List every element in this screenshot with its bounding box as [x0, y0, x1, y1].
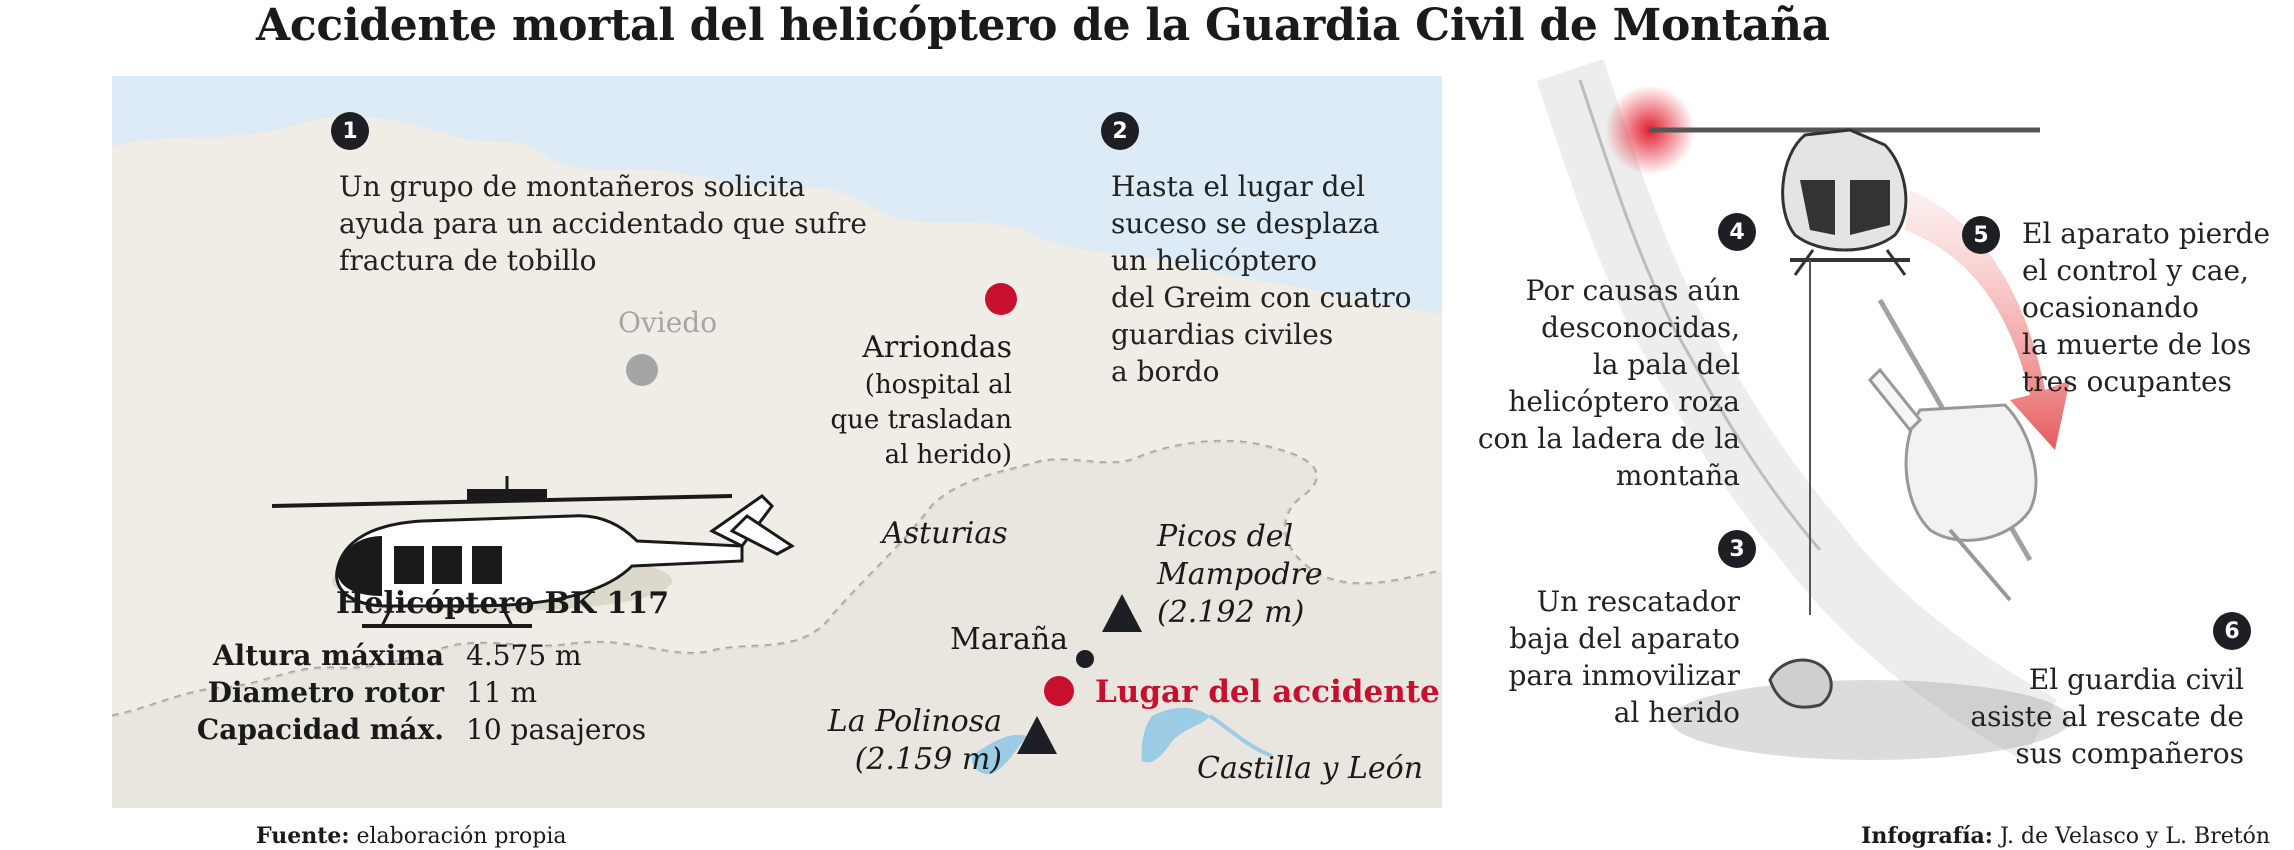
polinosa-line: La Polinosa	[827, 704, 1002, 739]
picos-line: Picos del	[1157, 519, 1294, 554]
step-4-badge: 4	[1718, 213, 1756, 251]
spec-value: 4.575 m	[466, 639, 582, 672]
step-2-line: a bordo	[1111, 355, 1220, 388]
accident-label: Lugar del accidente	[1095, 674, 1440, 710]
arriondas-label: Arriondas	[862, 330, 1012, 365]
step-3-line: al herido	[1613, 696, 1740, 729]
accident-dot	[1044, 676, 1074, 706]
marana-dot	[1076, 650, 1094, 668]
step-6-line: El guardia civil	[2028, 663, 2244, 696]
step-1-text	[339, 168, 899, 279]
arriondas-note-line: al herido)	[884, 440, 1012, 470]
step-5-line: ocasionando	[2022, 291, 2199, 324]
oviedo-dot	[626, 354, 658, 386]
spec-value: 10 pasajeros	[466, 713, 647, 746]
step-5-text	[2022, 215, 2292, 400]
spec-label: Altura máxima	[212, 639, 444, 672]
step-2-line: suceso se desplaza	[1111, 207, 1380, 240]
step-4-text	[1440, 272, 1740, 494]
source-value: elaboración propia	[356, 824, 567, 849]
step-6-line: asiste al rescate de	[1970, 700, 2244, 733]
step-4-line: Por causas aún	[1525, 274, 1740, 307]
step-5-line: la muerte de los	[2022, 328, 2252, 361]
step-5-line: tres ocupantes	[2022, 365, 2232, 398]
page-title: Accidente mortal del helicóptero de la Guardia Civil de Montaña	[256, 0, 1830, 51]
step-3-line: para inmovilizar	[1508, 659, 1740, 692]
castilla-label: Castilla y León	[1197, 751, 1424, 786]
spec-label: Diametro rotor	[207, 676, 444, 709]
step-3-line: Un rescatador	[1536, 585, 1740, 618]
credit-label: Infografía:	[1861, 823, 1993, 849]
spec-row	[192, 674, 726, 711]
step-1-line: ayuda para un accidentado que sufre	[339, 207, 867, 240]
polinosa-line: (2.159 m)	[854, 742, 1002, 777]
source-label: Fuente:	[256, 823, 350, 849]
step-2-line: del Greim con cuatro	[1111, 281, 1412, 314]
marana-label: Maraña	[950, 622, 1069, 657]
step-6-badge: 6	[2213, 612, 2251, 650]
step-2-line: Hasta el lugar del	[1111, 170, 1366, 203]
polinosa-label	[752, 703, 1002, 779]
step-5-line: El aparato pierde	[2022, 217, 2271, 250]
step-6-text	[1960, 661, 2244, 772]
arriondas-note-line: que trasladan	[830, 405, 1012, 435]
source-note	[256, 823, 566, 849]
spec-label: Capacidad máx.	[196, 713, 444, 746]
picos-label	[1157, 518, 1323, 632]
credit-note	[1861, 823, 2270, 849]
step-3-badge: 3	[1718, 530, 1756, 568]
step-1-badge: 1	[331, 112, 369, 150]
helicopter-specs	[112, 637, 726, 748]
step-6-line: sus compañeros	[2015, 737, 2244, 770]
oviedo-label: Oviedo	[618, 306, 718, 339]
picos-line: Mampodre	[1157, 557, 1323, 592]
helicopter-name: Helicóptero BK 117	[336, 586, 670, 621]
arriondas-dot	[985, 283, 1017, 315]
asturias-label: Asturias	[882, 516, 1008, 551]
step-4-line: helicóptero roza	[1508, 385, 1740, 418]
step-2-text	[1111, 168, 1431, 390]
spec-row	[192, 637, 726, 674]
step-4-line: desconocidas,	[1541, 311, 1740, 344]
step-2-badge: 2	[1101, 112, 1139, 150]
arriondas-note-line: (hospital al	[864, 370, 1012, 400]
picos-line: (2.192 m)	[1157, 595, 1305, 630]
step-3-text	[1440, 583, 1740, 731]
step-3-line: baja del aparato	[1509, 622, 1740, 655]
step-5-badge: 5	[1962, 216, 2000, 254]
picos-peak-icon	[1102, 594, 1142, 632]
step-4-line: la pala del	[1592, 348, 1740, 381]
spec-value: 11 m	[466, 676, 538, 709]
step-2-line: un helicóptero	[1111, 244, 1318, 277]
credit-value: J. de Velasco y L. Bretón	[1999, 824, 2270, 849]
map-panel	[112, 76, 1442, 808]
step-5-line: el control y cae,	[2022, 254, 2249, 287]
step-4-line: con la ladera de la	[1477, 422, 1740, 455]
spec-row	[192, 711, 726, 748]
step-1-line: Un grupo de montañeros solicita	[339, 170, 806, 203]
step-2-line: guardias civiles	[1111, 318, 1334, 351]
step-4-line: montaña	[1615, 459, 1740, 492]
polinosa-peak-icon	[1017, 716, 1057, 754]
step-1-line: fractura de tobillo	[339, 244, 597, 277]
